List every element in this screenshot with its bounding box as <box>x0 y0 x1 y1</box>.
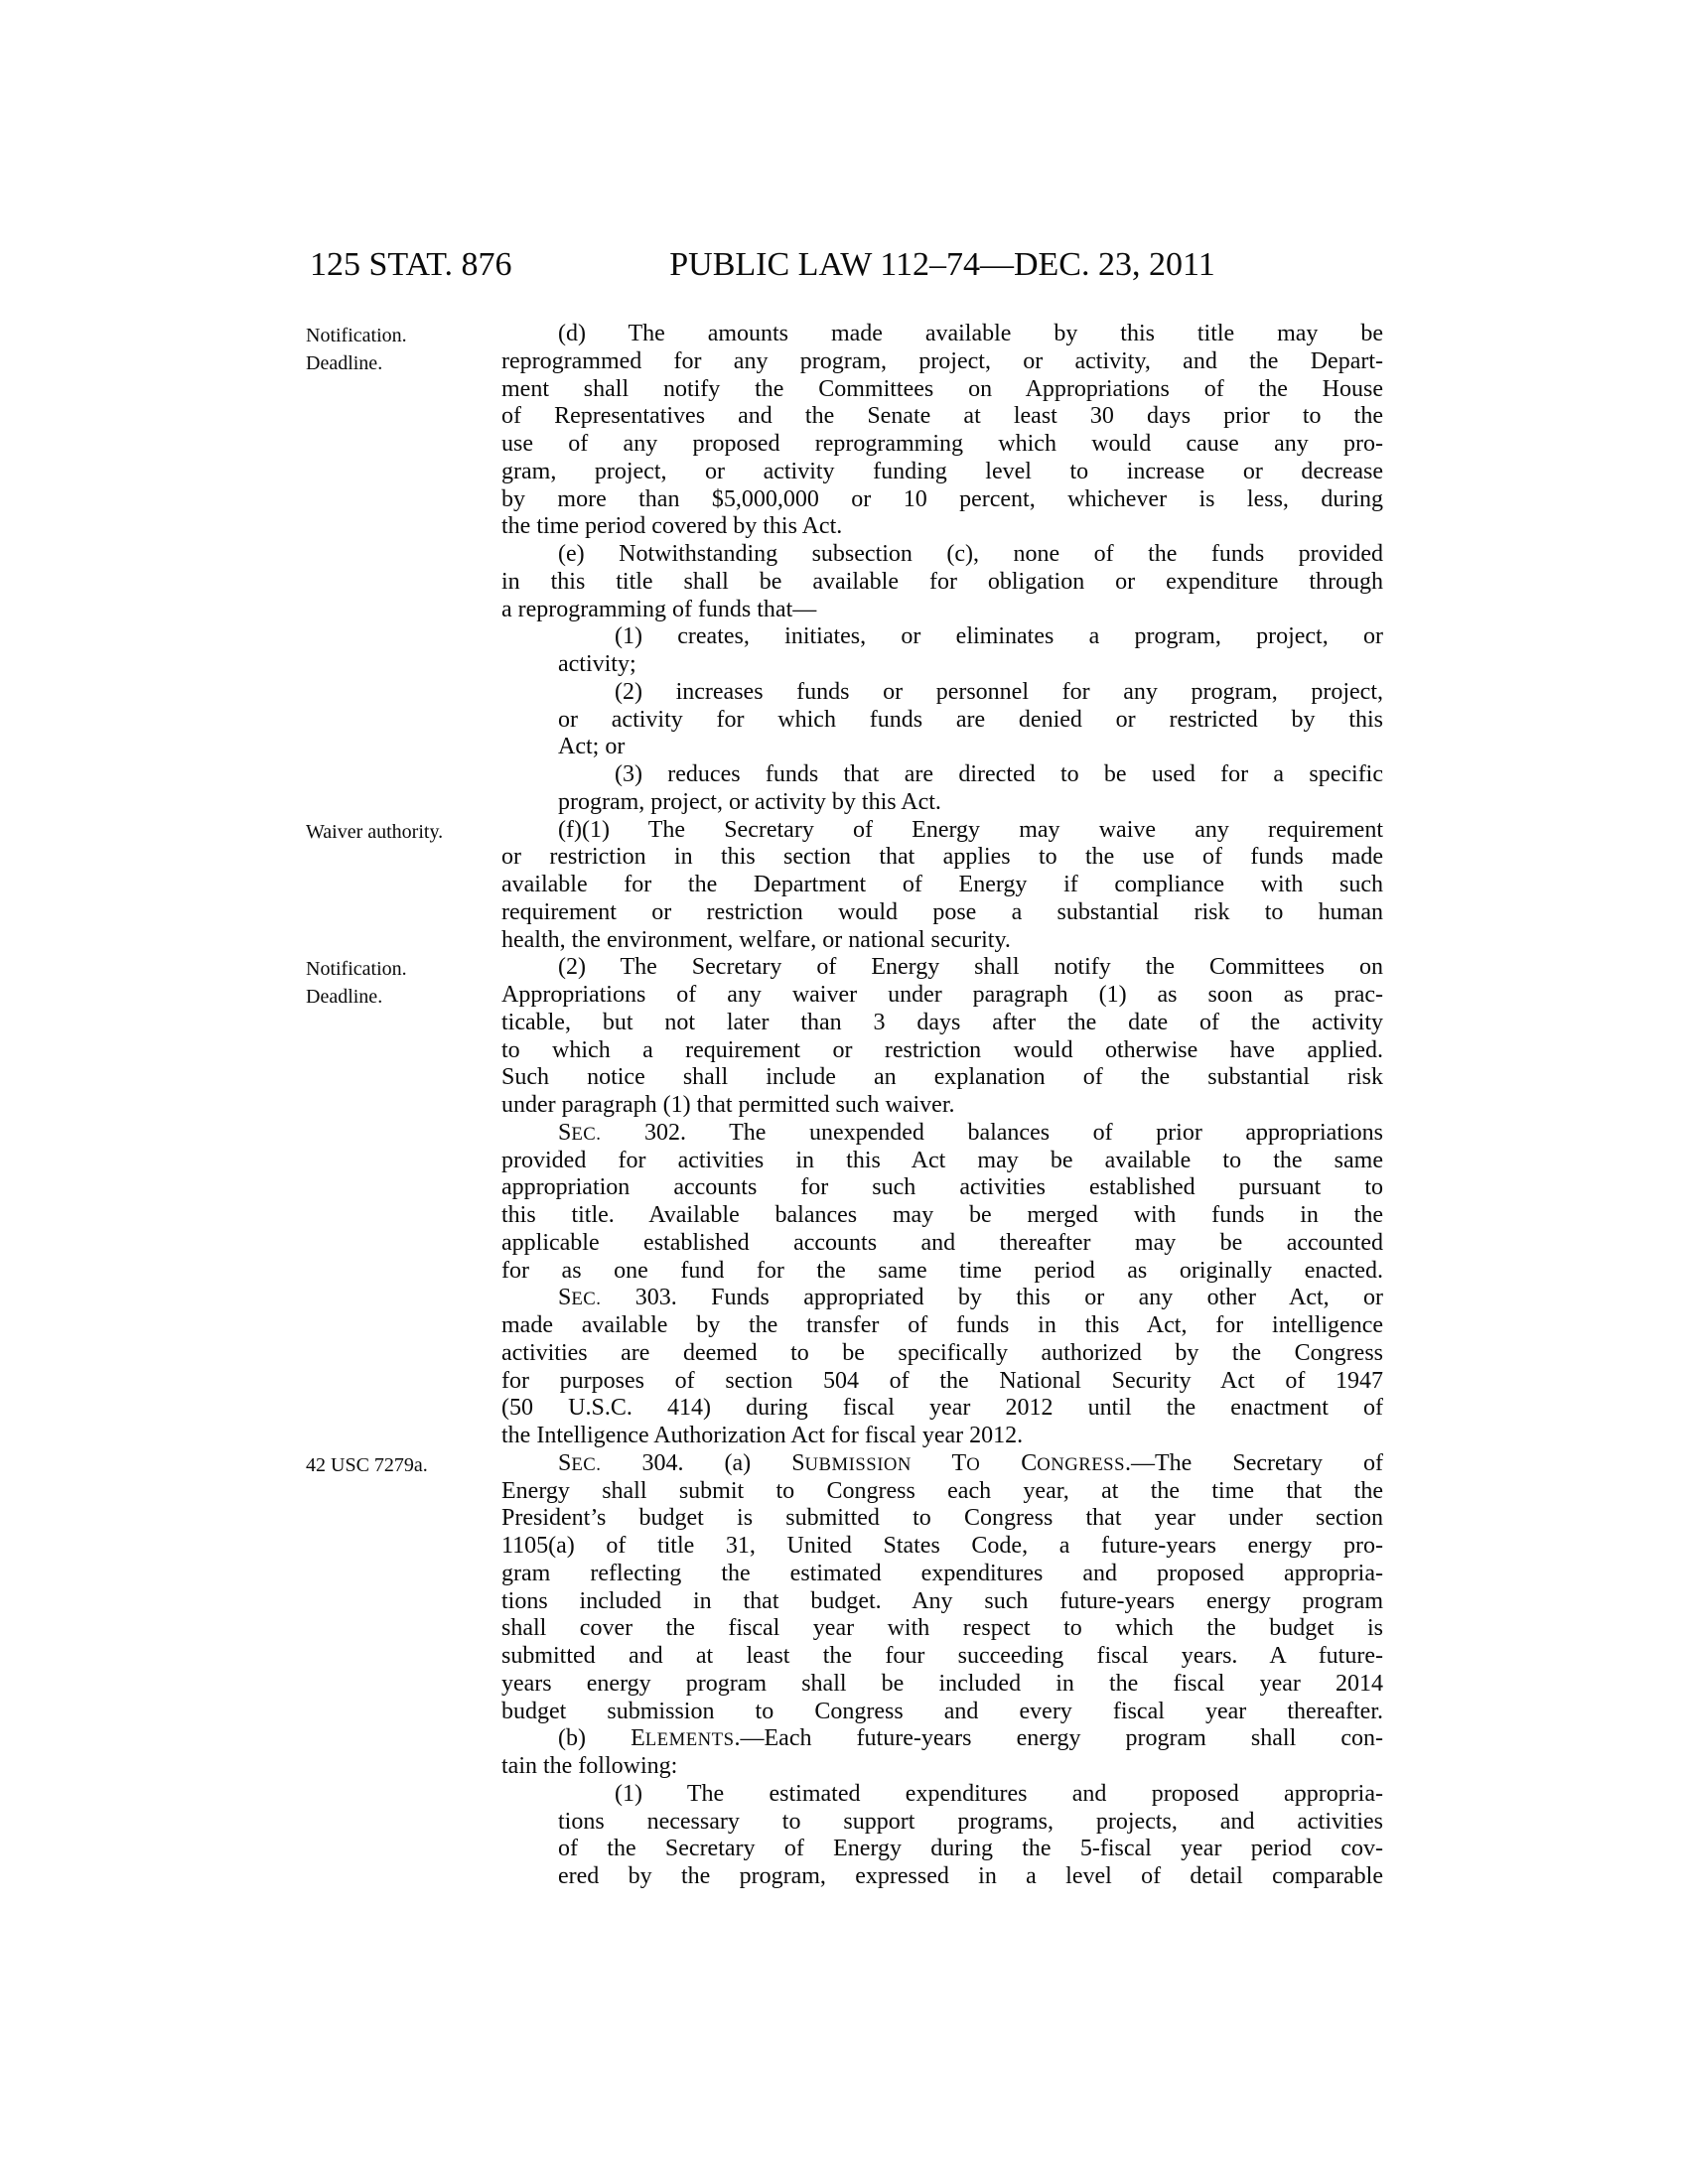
margin-note <box>306 323 490 378</box>
body-line <box>501 1450 1383 1478</box>
body-text <box>501 321 1383 1891</box>
margin-note <box>306 819 490 847</box>
body-line: made available by the transfer of funds in this Act, for intelligence <box>501 1312 1383 1338</box>
body-line: in this title shall be available for obligation or expenditure through <box>501 568 1383 595</box>
body-line: tions included in that budget. Any such future-years energy program <box>501 1587 1383 1614</box>
text-segment: .—The Secretary of <box>1125 1449 1383 1476</box>
body-line: budget submission to Congress and every fiscal year thereafter. <box>501 1698 1383 1724</box>
body-line: use of any proposed reprogramming which would cause any pro- <box>501 431 1383 457</box>
text-segment: S <box>558 1119 572 1146</box>
text-segment: 303. Funds appropriated by this or any other Act, or <box>601 1285 1383 1311</box>
small-caps-text: ONGRESS <box>1037 1453 1125 1475</box>
body-line: program, project, or activity by this Act. <box>558 788 941 815</box>
body-line: applicable established accounts and thereafter may be accounted <box>501 1229 1383 1256</box>
margin-note-line: 42 USC 7279a. <box>306 1454 428 1477</box>
body-line: years energy program shall be included in the fiscal year 2014 <box>501 1670 1383 1697</box>
body-line: activities are deemed to be specifically authorized by the Congress <box>501 1339 1383 1366</box>
body-line <box>501 1725 1383 1753</box>
body-line: ered by the program, expressed in a level of detail comparable <box>558 1863 1383 1889</box>
page-header <box>0 245 1688 285</box>
margin-note <box>306 956 490 1012</box>
law-title: PUBLIC LAW 112–74—DEC. 23, 2011 <box>669 246 1215 283</box>
body-line: (2) The Secretary of Energy shall notify the Committees on <box>558 954 1383 981</box>
margin-note <box>306 1452 490 1480</box>
body-line: for purposes of section 504 of the National Security Act of 1947 <box>501 1367 1383 1394</box>
body-line: ticable, but not later than 3 days after the date of the activity <box>501 1009 1383 1035</box>
margin-note-line: Deadline. <box>306 351 383 374</box>
body-line: ment shall notify the Committees on Appropriations of the House <box>501 375 1383 402</box>
body-line: health, the environment, welfare, or national security. <box>501 926 1011 953</box>
body-line: under paragraph (1) that permitted such waiver. <box>501 1092 955 1118</box>
small-caps-text: UBMISSION <box>804 1453 912 1475</box>
body-line: submitted and at least the four succeeding fiscal years. A future- <box>501 1643 1383 1669</box>
body-line: of the Secretary of Energy during the 5-fiscal year period cov- <box>558 1836 1383 1862</box>
body-line: (1) The estimated expenditures and proposed appropria- <box>615 1780 1383 1807</box>
body-line: (e) Notwithstanding subsection (c), none of the funds provided <box>558 541 1383 567</box>
body-line: the Intelligence Authorization Act for fiscal year 2012. <box>501 1423 1024 1448</box>
body-line: of Representatives and the Senate at least 30 days prior to the <box>501 403 1383 430</box>
small-caps-text: O <box>966 1453 981 1475</box>
text-segment: T <box>911 1449 967 1476</box>
body-line: provided for activities in this Act may be available to the same <box>501 1147 1383 1173</box>
body-line <box>501 1285 1383 1312</box>
text-segment: 302. The unexpended balances of prior appropriations <box>601 1119 1383 1146</box>
body-line: reprogrammed for any program, project, or activity, and the Depart- <box>501 347 1383 374</box>
margin-note-line: Deadline. <box>306 986 383 1009</box>
margin-note-line: Waiver authority. <box>306 820 444 843</box>
body-line: appropriation accounts for such activities established pursuant to <box>501 1174 1383 1201</box>
body-line: Energy shall submit to Congress each year, at the time that the <box>501 1477 1383 1504</box>
text-segment: S <box>558 1285 572 1311</box>
body-line: to which a requirement or restriction would otherwise have applied. <box>501 1036 1383 1063</box>
body-line: (d) The amounts made available by this title may be <box>558 321 1383 346</box>
small-caps-text: EC. <box>571 1123 602 1145</box>
body-line: available for the Department of Energy if compliance with such <box>501 872 1383 897</box>
body-line: Such notice shall include an explanation of the substantial risk <box>501 1064 1383 1091</box>
body-line: tions necessary to support programs, projects, and activities <box>558 1808 1383 1835</box>
body-line: by more than $5,000,000 or 10 percent, whichever is less, during <box>501 485 1383 512</box>
body-line: or activity for which funds are denied or restricted by this <box>558 706 1383 733</box>
text-segment: (b) E <box>558 1725 645 1752</box>
body-line: Appropriations of any waiver under paragraph (1) as soon as prac- <box>501 982 1383 1008</box>
body-line: or restriction in this section that applies to the use of funds made <box>501 844 1383 871</box>
stat-page-number: 125 STAT. 876 <box>310 246 512 283</box>
text-segment: S <box>558 1449 572 1476</box>
margin-note-line: Notification. <box>306 325 407 346</box>
text-segment: .—Each future-years energy program shall con- <box>734 1725 1383 1752</box>
body-line: (50 U.S.C. 414) during fiscal year 2012 until the enactment of <box>501 1395 1383 1422</box>
body-line: requirement or restriction would pose a substantial risk to human <box>501 898 1383 925</box>
body-line: (3) reduces funds that are directed to be used for a specific <box>615 761 1383 787</box>
body-line: (f)(1) The Secretary of Energy may waive any requirement <box>558 816 1383 843</box>
body-line: (1) creates, initiates, or eliminates a program, project, or <box>615 623 1383 650</box>
body-line: Act; or <box>558 734 626 760</box>
text-segment: C <box>980 1449 1038 1476</box>
body-line: tain the following: <box>501 1753 678 1779</box>
small-caps-text: EC. <box>571 1289 602 1310</box>
body-line: President’s budget is submitted to Congress that year under section <box>501 1505 1383 1532</box>
body-line: (2) increases funds or personnel for any program, project, <box>615 678 1383 705</box>
body-line: 1105(a) of title 31, United States Code, a future-years energy pro- <box>501 1533 1383 1559</box>
body-line: the time period covered by this Act. <box>501 513 843 540</box>
body-line <box>501 1120 1383 1148</box>
body-line: this title. Available balances may be merged with funds in the <box>501 1202 1383 1228</box>
body-line: for as one fund for the same time period as originally enacted. <box>501 1257 1383 1284</box>
body-line: shall cover the fiscal year with respect to which the budget is <box>501 1615 1383 1642</box>
body-line: activity; <box>558 651 636 677</box>
small-caps-text: EC. <box>571 1453 602 1475</box>
body-line: gram reflecting the estimated expenditures and proposed appropria- <box>501 1560 1383 1586</box>
body-line: a reprogramming of funds that— <box>501 596 817 622</box>
body-line: gram, project, or activity funding level to increase or decrease <box>501 458 1383 484</box>
margin-note-line: Notification. <box>306 958 407 981</box>
small-caps-text: LEMENTS <box>644 1729 735 1751</box>
text-segment: 304. (a) S <box>601 1449 805 1476</box>
